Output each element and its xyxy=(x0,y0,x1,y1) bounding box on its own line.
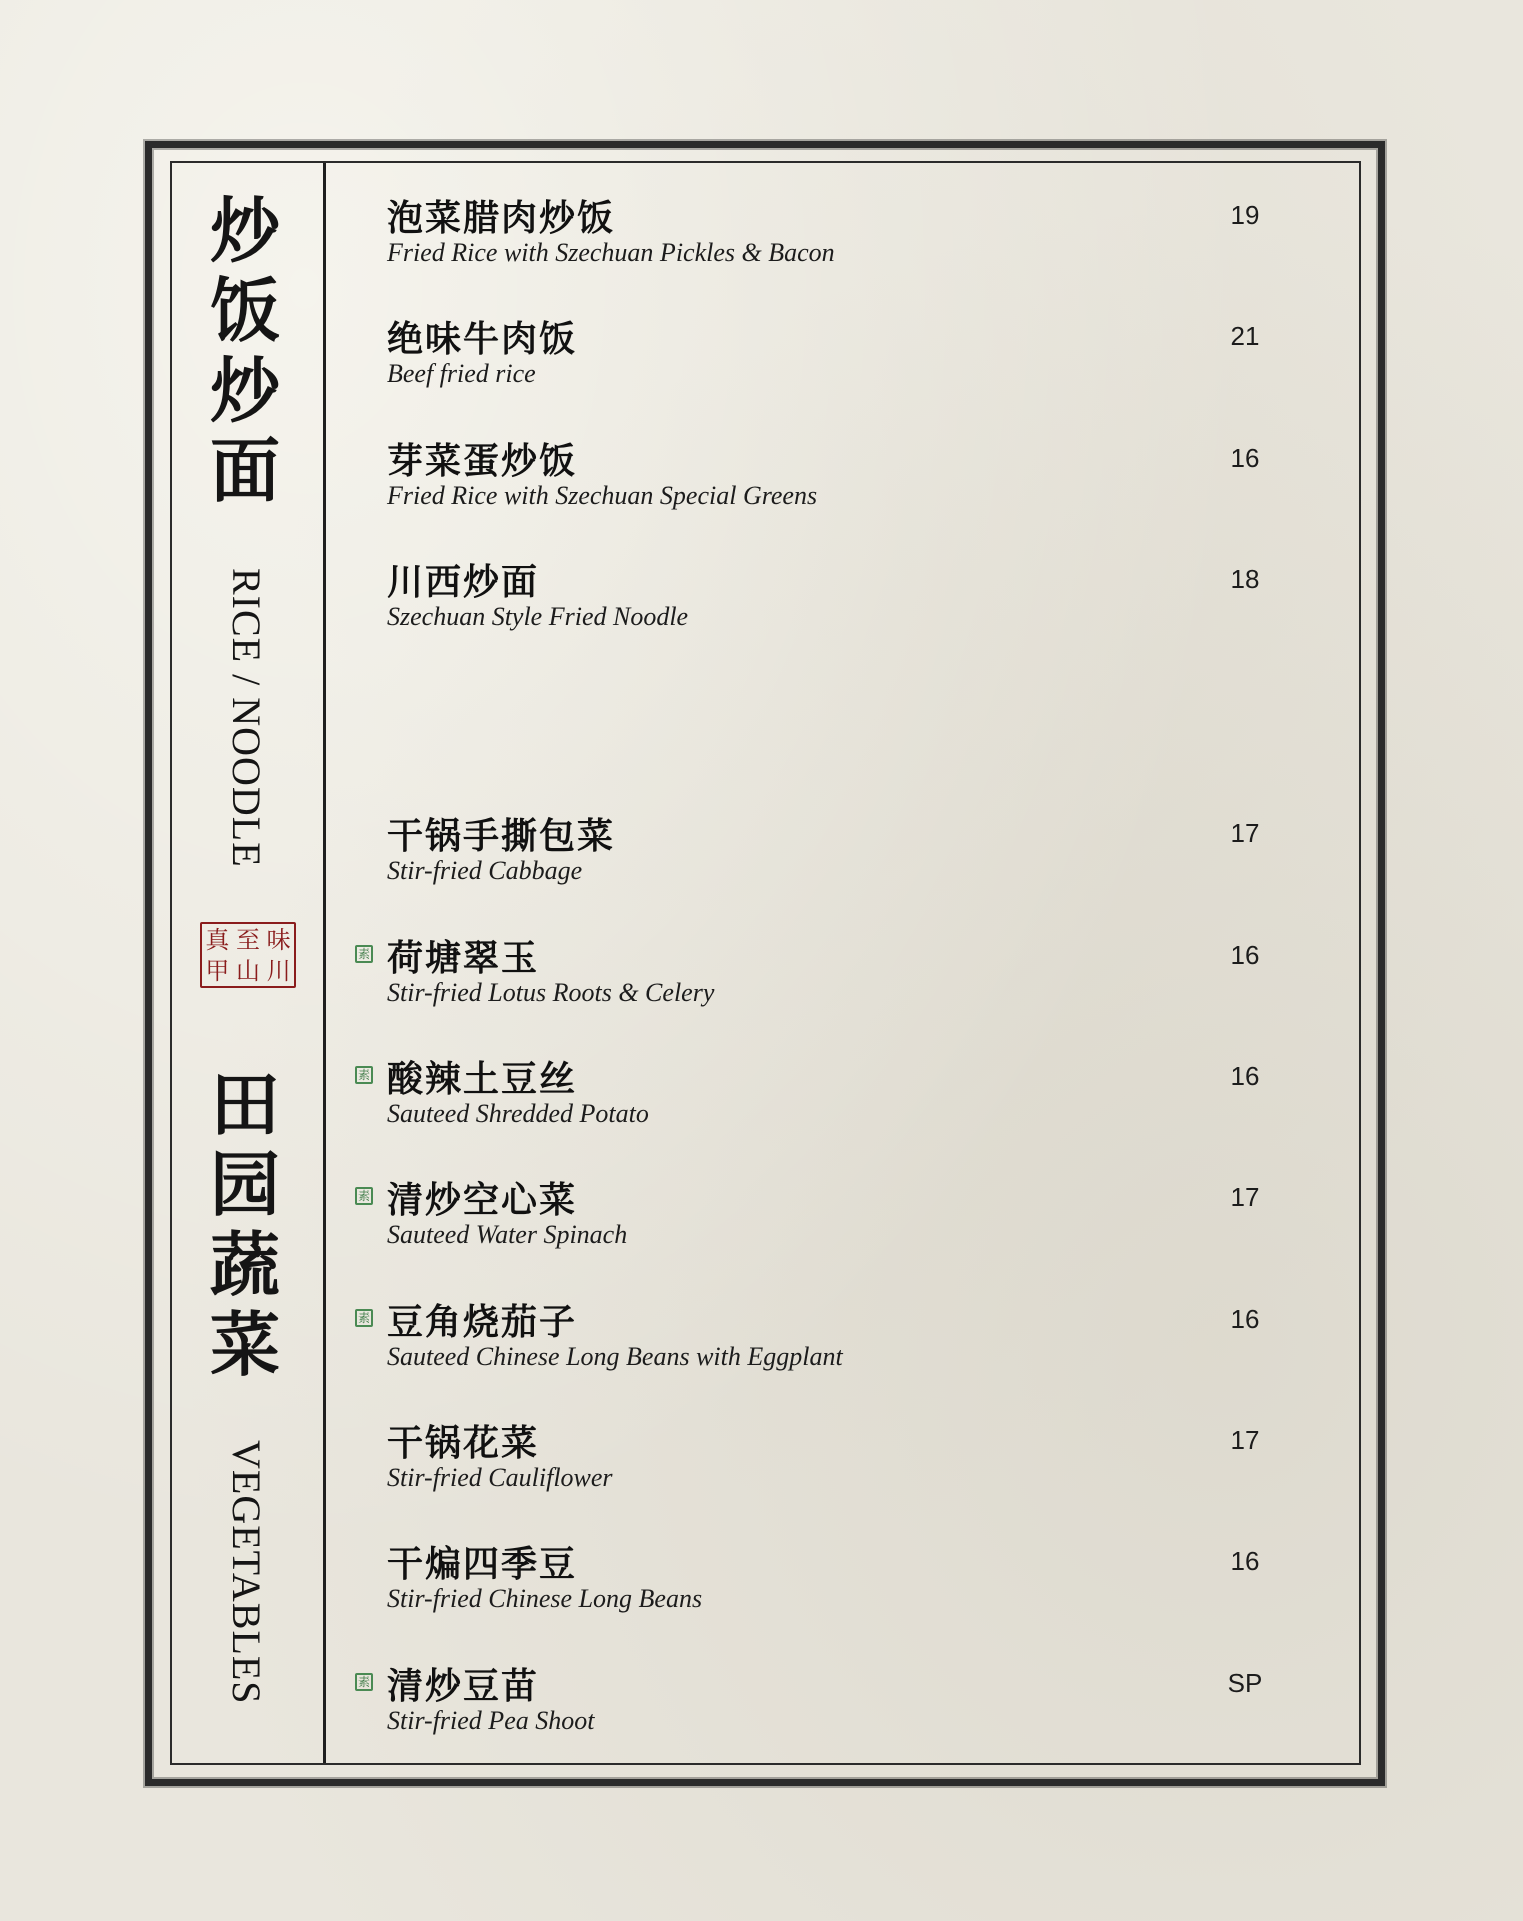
dish-name-cn: 干锅手撕包菜 xyxy=(387,815,616,857)
title-char: 园 xyxy=(210,1143,280,1226)
menu-item xyxy=(355,1294,1275,1394)
section-title-cn-vegetables xyxy=(200,1063,290,1390)
menu-item xyxy=(355,808,1275,908)
dish-name-en: Stir-fried Lotus Roots & Celery xyxy=(387,978,715,1007)
section-title-cn-rice-noodle xyxy=(200,189,290,516)
red-seal-stamp: 真 至 味 甲 山 川 xyxy=(200,922,296,988)
menu-item xyxy=(355,311,1275,411)
dish-name-en: Sauteed Water Spinach xyxy=(387,1220,628,1249)
section-divider xyxy=(323,163,326,1763)
menu-item xyxy=(355,1172,1275,1272)
title-char: 炒 xyxy=(210,189,280,272)
vegetarian-icon: 素 xyxy=(355,1673,373,1691)
dish-price: 16 xyxy=(1230,1304,1260,1334)
menu-item xyxy=(355,1051,1275,1151)
dish-price: 17 xyxy=(1230,1182,1260,1212)
dish-price: 16 xyxy=(1230,1061,1260,1091)
dish-name-en: Szechuan Style Fried Noodle xyxy=(387,602,689,631)
dish-price: 18 xyxy=(1230,564,1260,594)
title-char: 面 xyxy=(210,429,280,512)
dish-price: 16 xyxy=(1230,443,1260,473)
dish-name-en: Stir-fried Pea Shoot xyxy=(387,1706,595,1735)
dish-name-cn: 豆角烧茄子 xyxy=(387,1301,578,1343)
menu-item xyxy=(355,190,1275,290)
menu-item xyxy=(355,1536,1275,1636)
dish-price: 16 xyxy=(1230,940,1260,970)
section-title-en-vegetables: VEGETABLES xyxy=(224,1440,269,1705)
vegetarian-icon: 素 xyxy=(355,1309,373,1327)
dish-name-en: Fried Rice with Szechuan Pickles & Bacon xyxy=(387,238,835,267)
dish-name-en: Sauteed Chinese Long Beans with Eggplant xyxy=(387,1342,843,1371)
dish-price: SP xyxy=(1227,1668,1263,1698)
dish-name-en: Stir-fried Chinese Long Beans xyxy=(387,1584,703,1613)
vegetarian-icon: 素 xyxy=(355,1187,373,1205)
dish-name-cn: 荷塘翠玉 xyxy=(387,937,540,979)
dish-name-en: Stir-fried Cabbage xyxy=(387,856,583,885)
dish-name-cn: 川西炒面 xyxy=(387,561,540,603)
dish-name-cn: 酸辣土豆丝 xyxy=(387,1058,578,1100)
menu-item xyxy=(355,930,1275,1030)
section-title-en-rice-noodle: RICE / NOODLE xyxy=(224,568,269,868)
title-char: 田 xyxy=(210,1063,280,1146)
dish-name-en: Beef fried rice xyxy=(387,359,536,388)
dish-name-en: Sauteed Shredded Potato xyxy=(387,1099,649,1128)
vegetarian-icon: 素 xyxy=(355,1066,373,1084)
dish-name-cn: 干煸四季豆 xyxy=(387,1543,578,1585)
dish-price: 17 xyxy=(1230,1425,1260,1455)
menu-item xyxy=(355,1658,1275,1758)
dish-price: 16 xyxy=(1230,1546,1260,1576)
dish-price: 19 xyxy=(1230,200,1260,230)
dish-price: 17 xyxy=(1230,818,1260,848)
title-char: 菜 xyxy=(210,1303,280,1386)
dish-name-cn: 清炒空心菜 xyxy=(387,1179,578,1221)
dish-name-cn: 芽菜蛋炒饭 xyxy=(387,440,578,482)
title-char: 饭 xyxy=(210,269,280,352)
dish-name-en: Fried Rice with Szechuan Special Greens xyxy=(387,481,818,510)
dish-price: 21 xyxy=(1230,321,1260,351)
dish-name-cn: 绝味牛肉饭 xyxy=(387,318,578,360)
dish-name-cn: 泡菜腊肉炒饭 xyxy=(387,197,616,239)
dish-name-en: Stir-fried Cauliflower xyxy=(387,1463,613,1492)
title-char: 炒 xyxy=(210,349,280,432)
dish-name-cn: 干锅花菜 xyxy=(387,1422,540,1464)
menu-item xyxy=(355,554,1275,654)
menu-item xyxy=(355,433,1275,533)
menu-item xyxy=(355,1415,1275,1515)
dish-name-cn: 清炒豆苗 xyxy=(387,1665,540,1707)
vegetarian-icon: 素 xyxy=(355,945,373,963)
title-char: 蔬 xyxy=(210,1223,280,1306)
